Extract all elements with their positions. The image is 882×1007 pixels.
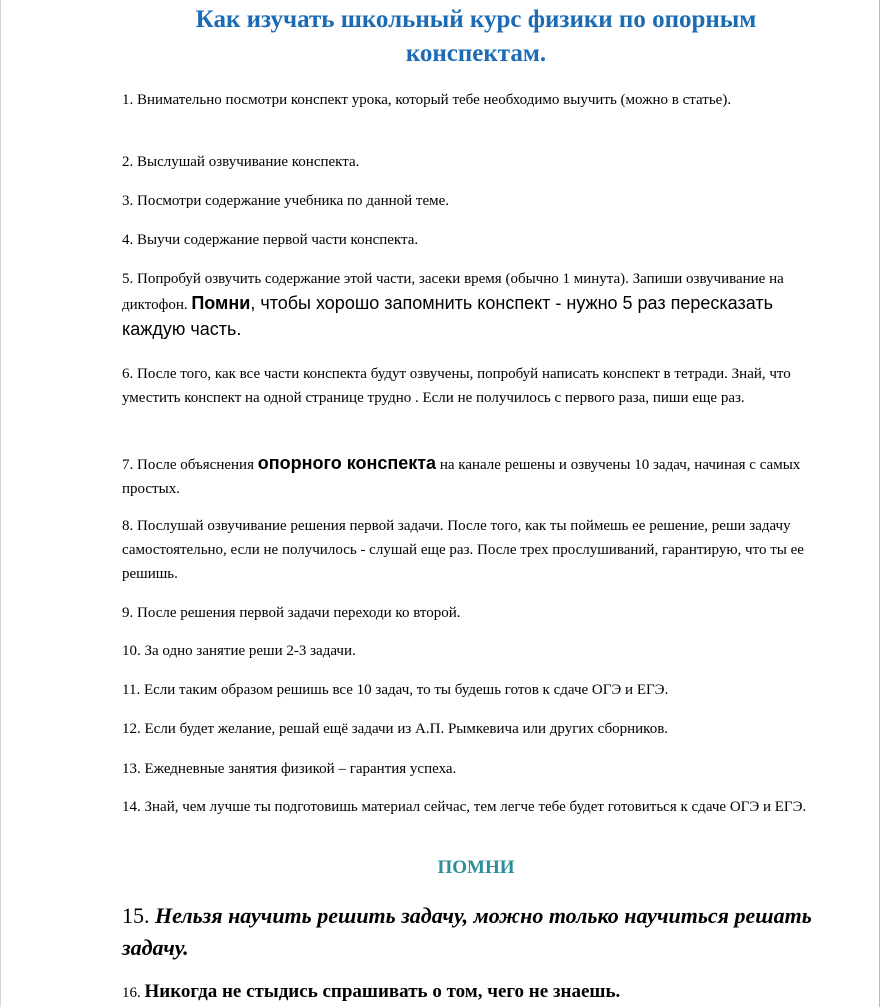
list-item-7-rest: на канале решены и озвучены 10 задач, начиная с самых простых. xyxy=(122,457,801,497)
list-item-14: 14. Знай, чем лучше ты подготовишь материал сейчас, тем легче тебе будет готовиться к сдаче ОГЭ и ЕГЭ. xyxy=(122,799,807,815)
list-item-3: 3. Посмотри содержание учебника по данной теме. xyxy=(122,193,450,209)
page-title-line-2: конспектам. xyxy=(405,40,547,67)
list-item-15 xyxy=(122,900,822,964)
list-item-10: 10. За одно занятие реши 2-3 задачи. xyxy=(122,643,356,659)
list-item-13: 13. Ежедневные занятия физикой – гарантия успеха. xyxy=(122,761,457,777)
list-item-5-text: 5. Попробуй озвучить содержание этой части, засеки время (обычно 1 минута). Запиши озвучивание на диктофон. xyxy=(122,271,784,313)
list-item-5-bold: Помни xyxy=(191,293,251,313)
list-item-6: 6. После того, как все части конспекта будут озвучены, попробуй написать конспект в тетради. Знай, что уместить конспект на одной странице трудно . Если не получилось с первого раза, пиши еще раз. xyxy=(122,366,791,406)
page-title-line-1: Как изучать школьный курс физики по опорным xyxy=(195,6,757,33)
list-item-1: 1. Внимательно посмотри конспект урока, который тебе необходимо выучить (можно в статье). xyxy=(122,92,732,108)
list-item-7-bold: опорного конспекта xyxy=(257,453,437,473)
list-item-5-rest: , чтобы хорошо запомнить конспект - нужно 5 раз пересказать каждую часть. xyxy=(122,293,773,339)
list-item-12: 12. Если будет желание, решай ещё задачи из А.П. Рымкевича или других сборников. xyxy=(122,721,669,737)
list-item-15-number: 15. xyxy=(122,903,155,928)
list-item-16-text: Никогда не стыдись спрашивать о том, чего не знаешь. xyxy=(144,981,621,1002)
list-item-8: 8. Послушай озвучивание решения первой задачи. После того, как ты поймешь ее решение, реши задачу самостоятельно, если не получилось - слушай еще раз. После трех прослушиваний, гарантирую, что ты ее решишь. xyxy=(122,518,804,582)
list-item-2: 2. Выслушай озвучивание конспекта. xyxy=(122,154,360,170)
list-item-11: 11. Если таким образом решишь все 10 задач, то ты будешь готов к сдаче ОГЭ и ЕГЭ. xyxy=(122,682,669,698)
list-item-5 xyxy=(122,267,822,343)
list-item-16-number: 16. xyxy=(122,985,145,1001)
list-item-16 xyxy=(122,978,822,1007)
list-item-7-text: 7. После объяснения xyxy=(122,457,258,473)
page-title xyxy=(120,3,832,71)
list-item-9: 9. После решения первой задачи переходи ко второй. xyxy=(122,605,461,621)
remember-heading: ПОМНИ xyxy=(437,857,515,878)
list-item-7 xyxy=(122,451,822,501)
list-item-15-text: Нельзя научить решить задачу, можно только научиться решать задачу. xyxy=(122,903,812,960)
list-item-4: 4. Выучи содержание первой части конспекта. xyxy=(122,232,419,248)
